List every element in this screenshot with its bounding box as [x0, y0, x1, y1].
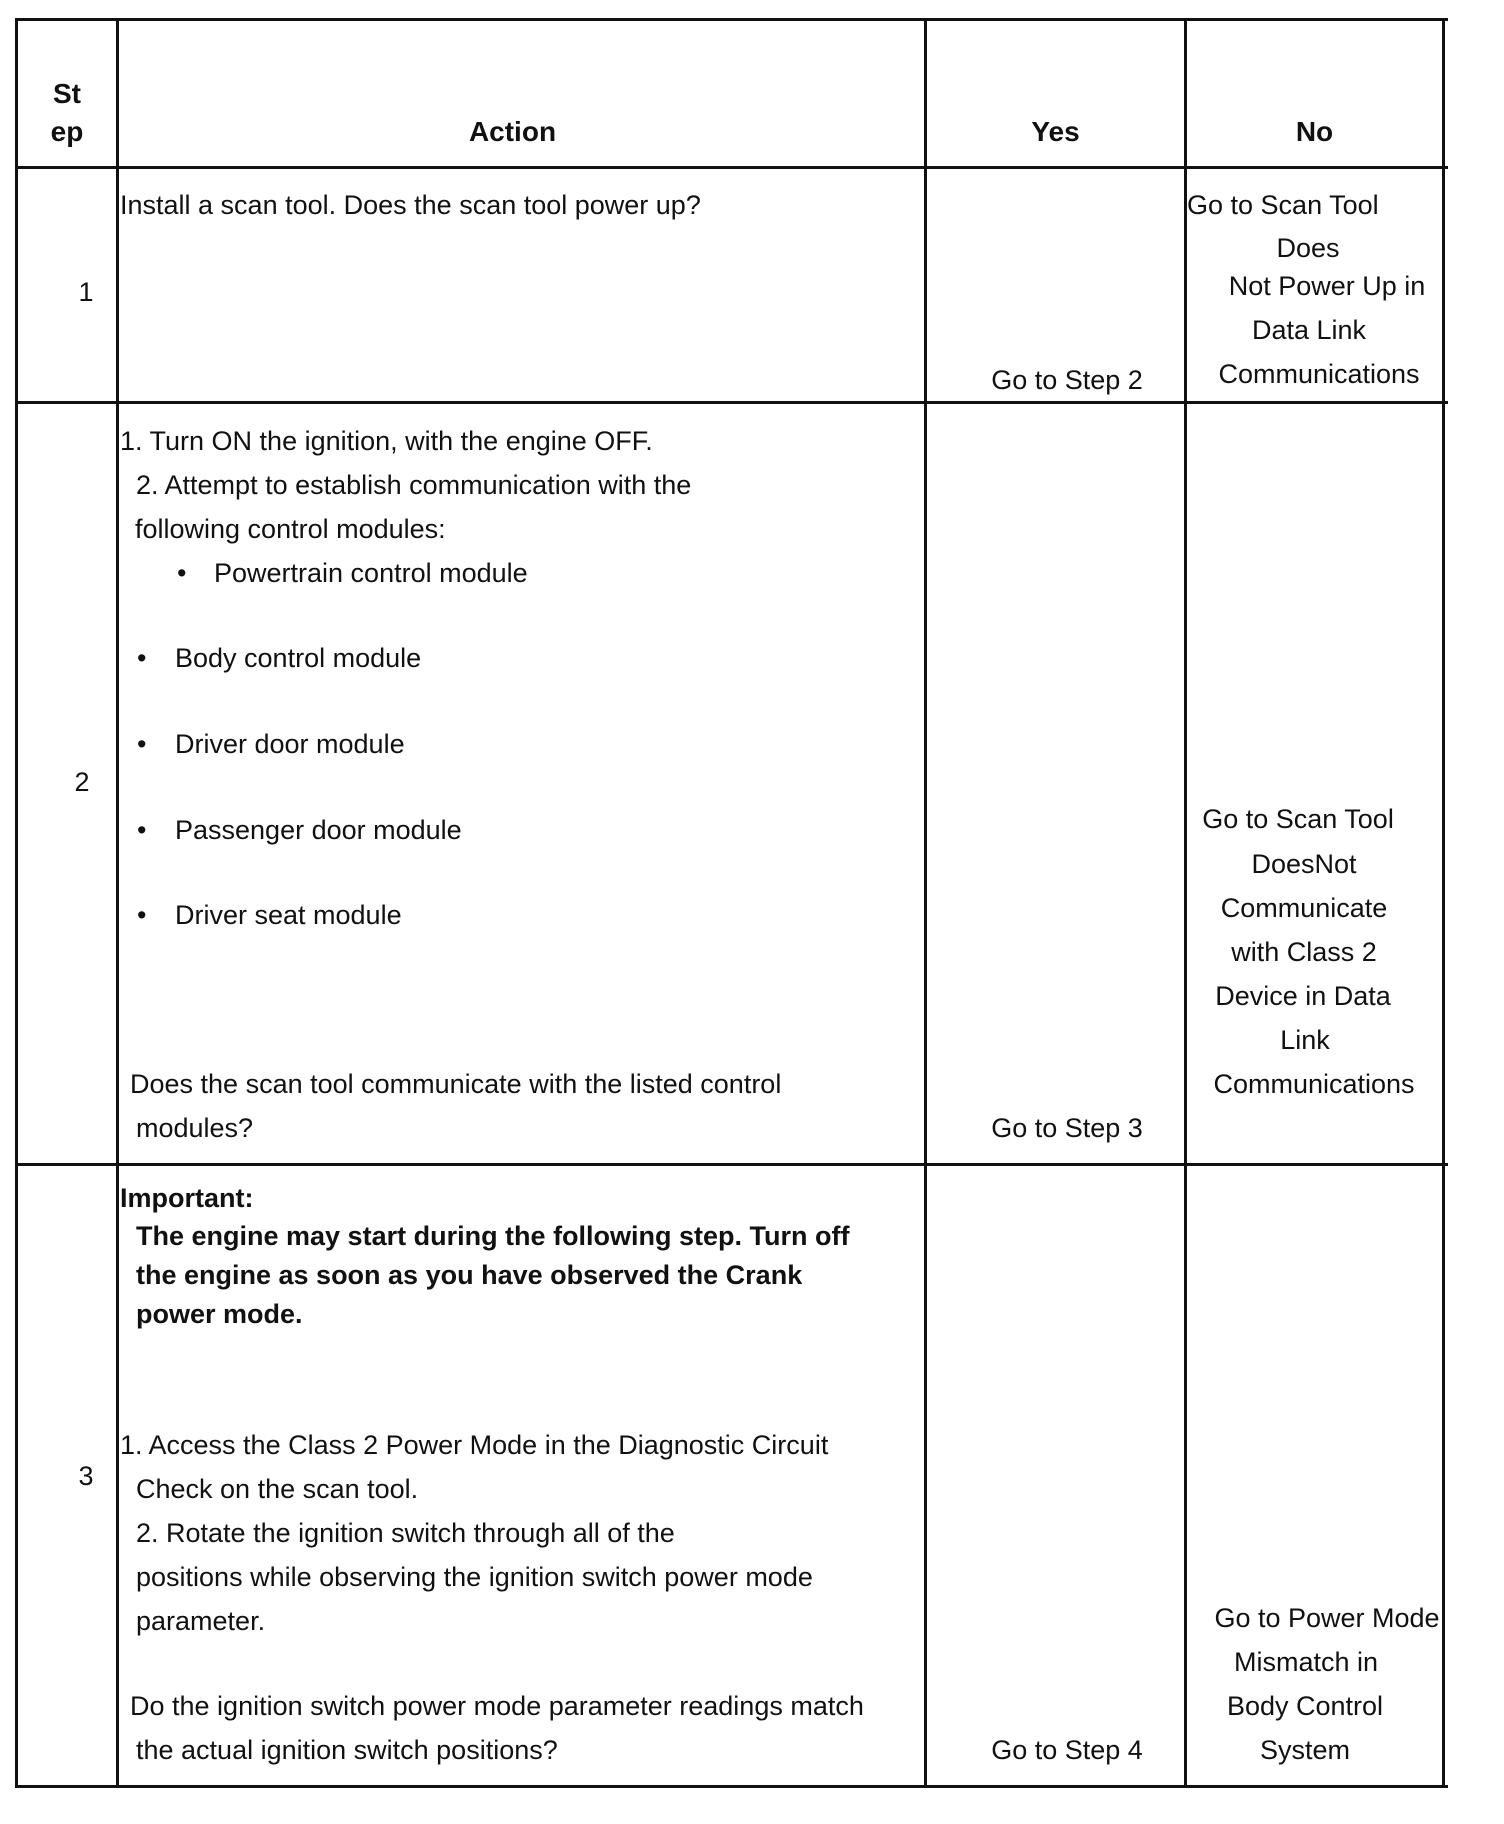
step-number: 3: [78, 1461, 94, 1491]
header-step-line1: St: [53, 78, 81, 109]
action-step-item: 2. Rotate the ignition switch through all of the: [136, 1518, 675, 1548]
no-result-line: Device in Data: [1215, 981, 1391, 1011]
action-question: the actual ignition switch positions?: [136, 1735, 558, 1765]
module-list-item: Powertrain control module: [214, 558, 528, 588]
yes-result: Go to Step 3: [991, 1113, 1143, 1143]
action-step-item-cont: parameter.: [136, 1606, 266, 1636]
action-step-item-cont: Check on the scan tool.: [136, 1474, 419, 1504]
no-result-line: Link: [1280, 1025, 1330, 1055]
column-divider-action-yes: [924, 18, 927, 1788]
important-label: Important:: [120, 1183, 254, 1213]
important-text: power mode.: [136, 1299, 303, 1329]
no-result-line: Go to Power Mode: [1214, 1603, 1440, 1633]
bullet-icon: •: [137, 643, 147, 673]
no-result-line: Communications: [1218, 359, 1420, 389]
action-step-item: 1. Access the Class 2 Power Mode in the Diagnostic Circuit: [120, 1430, 829, 1460]
header-action: Action: [468, 116, 557, 147]
action-step-item: 1. Turn ON the ignition, with the engine OFF.: [120, 426, 653, 456]
action-question: modules?: [136, 1113, 254, 1143]
no-result-line: Body Control: [1226, 1691, 1384, 1721]
action-step-item-cont: following control modules:: [135, 514, 446, 544]
bullet-icon: •: [137, 815, 147, 845]
action-step-item: 2. Attempt to establish communication with the: [136, 470, 692, 500]
bullet-icon: •: [137, 900, 147, 930]
yes-result: Go to Step 4: [991, 1735, 1143, 1765]
no-result-line: Communicate: [1220, 893, 1388, 923]
action-text: Install a scan tool. Does the scan tool power up?: [120, 190, 701, 220]
action-question: Do the ignition switch power mode parameter readings match: [130, 1691, 864, 1721]
row-divider-2: [15, 1163, 1448, 1166]
header-no: No: [1295, 116, 1334, 147]
table-border-bottom: [15, 1785, 1448, 1788]
important-text: The engine may start during the following step. Turn off: [136, 1221, 850, 1251]
module-list-item: Driver seat module: [175, 900, 402, 930]
no-result-line: with Class 2: [1231, 937, 1377, 967]
important-text: the engine as soon as you have observed the Crank: [136, 1260, 803, 1290]
no-result-line: System: [1259, 1735, 1351, 1765]
no-result-line: Communications: [1213, 1069, 1415, 1099]
header-divider: [15, 166, 1448, 169]
header-step-line2: ep: [50, 116, 84, 147]
bullet-icon: •: [137, 729, 147, 759]
module-list-item: Body control module: [175, 643, 422, 673]
no-result-line: Go to Scan Tool: [1187, 190, 1379, 220]
action-question: Does the scan tool communicate with the listed control: [130, 1069, 782, 1099]
header-yes: Yes: [1031, 116, 1080, 147]
no-result-line: DoesNot: [1251, 849, 1357, 879]
no-result-line: Data Link: [1251, 315, 1367, 345]
step-number: 1: [78, 277, 94, 307]
no-result-line: Mismatch in: [1233, 1647, 1379, 1677]
yes-result: Go to Step 2: [991, 365, 1143, 395]
no-result-line: Go to Scan Tool: [1202, 804, 1394, 834]
table-border-top: [15, 18, 1448, 21]
module-list-item: Passenger door module: [175, 815, 462, 845]
step-number: 2: [74, 767, 90, 797]
module-list-item: Driver door module: [175, 729, 405, 759]
no-result-line: Does: [1276, 233, 1340, 263]
bullet-icon: •: [177, 558, 187, 588]
no-result-line: Not Power Up in: [1228, 271, 1426, 301]
action-step-item-cont: positions while observing the ignition switch power mode: [136, 1562, 813, 1592]
row-divider-1: [15, 401, 1448, 404]
